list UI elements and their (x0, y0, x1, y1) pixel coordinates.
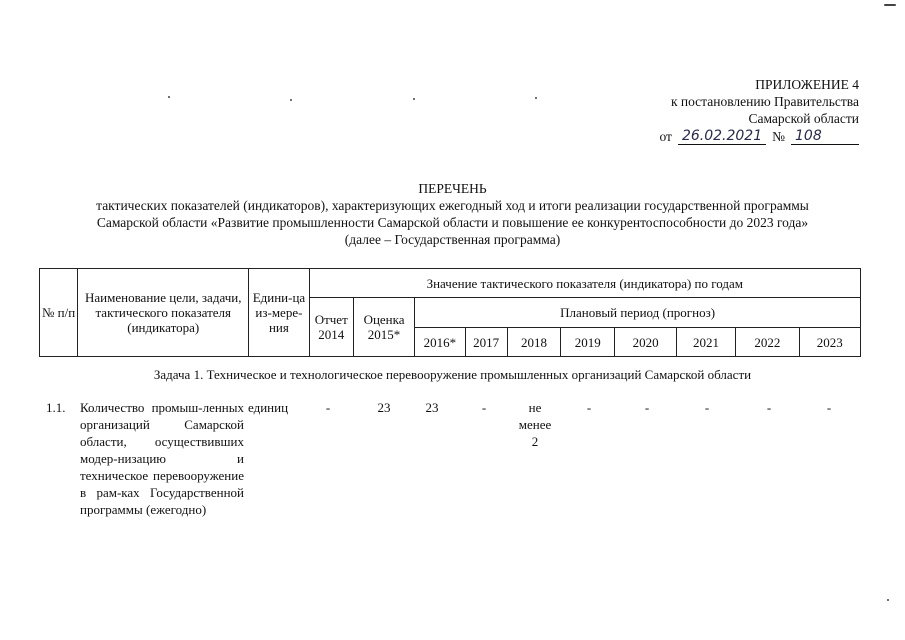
scan-speck (887, 599, 889, 601)
date-prefix: от (659, 129, 672, 144)
value-2019: - (586, 400, 592, 415)
col-header-name: Наименование цели, задачи, тактического показателя (индикатора) (78, 269, 249, 357)
row-number: 1.1. (46, 400, 66, 415)
col-header-plan: Плановый период (прогноз) (415, 298, 861, 328)
col-header-year: 2022 (736, 328, 799, 357)
value-estimate-2015: 23 (377, 400, 391, 415)
value-2022: - (766, 400, 772, 415)
heading-title: ПЕРЕЧЕНЬ (418, 181, 487, 196)
appendix-date-number (659, 128, 859, 145)
scan-speck (884, 4, 896, 6)
col-header-report: Отчет 2014 (309, 298, 353, 357)
value-2020: - (644, 400, 650, 415)
col-header-year: 2018 (507, 328, 560, 357)
heading-subtitle-line3: (далее – Государственная программа) (344, 232, 561, 247)
col-header-values: Значение тактического показателя (индикатора) по годам (309, 269, 860, 298)
task-heading: Задача 1. Техническое и технологическое перевооружение промышленных организаций Самарской области (153, 367, 752, 382)
col-header-num: № п/п (40, 269, 78, 357)
col-header-year: 2020 (615, 328, 676, 357)
col-header-estimate: Оценка 2015* (353, 298, 414, 357)
col-header-unit: Едини-ца из-мере-ния (249, 269, 309, 357)
row-indicator-name: Количество промыш-ленных организаций Самарской области, осуществивших модер-низацию и техническое перевооружение в рам-ках Государственной программы (ежегодно) (80, 400, 244, 517)
col-header-year: 2023 (799, 328, 860, 357)
col-header-year: 2019 (561, 328, 615, 357)
scan-speck (168, 96, 170, 98)
value-2021: - (704, 400, 710, 415)
appendix-line1: к постановлению Правительства (670, 94, 859, 109)
value-2017: - (481, 400, 487, 415)
value-2023: - (826, 400, 832, 415)
heading-subtitle-line1: тактических показателей (индикаторов), характеризующих ежегодный ход и итоги реализации государственной программы (96, 198, 809, 213)
indicator-table-header (39, 268, 861, 357)
col-header-year: 2021 (676, 328, 735, 357)
value-2016: 23 (425, 400, 439, 415)
col-header-year: 2016* (415, 328, 465, 357)
document-heading (0, 180, 905, 248)
row-unit: единиц (248, 400, 289, 415)
scan-speck (290, 99, 292, 101)
handwritten-date: 26.02.2021 (678, 128, 766, 145)
value-2018: не менее 2 (518, 400, 552, 449)
appendix-line2: Самарской области (748, 111, 859, 126)
scan-speck (535, 97, 537, 99)
appendix-title: ПРИЛОЖЕНИЕ 4 (755, 77, 859, 92)
appendix-block (659, 76, 859, 145)
handwritten-number: 108 (791, 128, 859, 145)
col-header-year: 2017 (465, 328, 507, 357)
scan-speck (413, 98, 415, 100)
number-prefix: № (772, 129, 785, 144)
heading-subtitle-line2: Самарской области «Развитие промышленности Самарской области и повышение ее конкурентоспособности до 2023 года» (96, 215, 809, 230)
value-report-2014: - (325, 400, 331, 415)
